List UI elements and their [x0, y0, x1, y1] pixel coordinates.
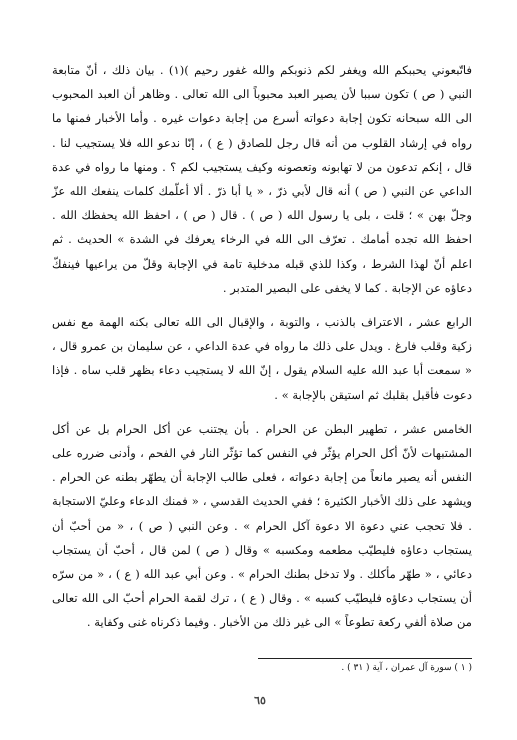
paragraph-gap [52, 300, 472, 310]
footnote-divider [258, 658, 472, 659]
paragraph-1: فاتّبعوني يحببكم الله ويغفر لكم ذنوبكم والله غفور رحيم )(١) . بيان ذلك ، أنّ متابعة النبي ( ص ) تكون سببا لأن يصير العبد محبوباً الى الله تعالى . وظاهر أن العبد المحبوب الى الله سبحانه تكون إجابة دعواته أسرع من إجابة دعوات غيره . وأما الأخبار فمنها ما رواه في إرشاد القلوب من أنه قال رجل للصادق ( ع ) ، إنّا ندعو الله فلا يستجيب لنا . قال ، إنكم تدعون من لا تهابونه وتعصونه وكيف يستجيب لكم ؟ . ومنها ما رواه في عدة الداعي عن النبي ( ص ) أنه قال لأبي ذرّ ، « يا أبا ذرّ . ألا أعلّمك كلمات ينفعك الله عزّ وجلّ بهن » ؛ قلت ، بلى يا رسول الله ( ص ) . قال ( ص ) ، احفظ الله يحفظك الله . احفظ الله تجده أمامك . تعرّف الى الله في الرخاء يعرفك في الشدة » الحديث . ثم اعلم أنّ لهذا الشرط ، وكذا للذي قبله مدخلية تامة في الإجابة وقلّ من يراعيها فينفكّ دعاؤه عن الإجابة . كما لا يخفى على البصير المتدبر . [52, 63, 472, 295]
paragraph-gap [52, 407, 472, 417]
page-body [52, 58, 472, 635]
paragraph-3: الخامس عشر ، تطهير البطن عن الحرام . بأن يجتنب عن أكل الحرام بل عن أكل المشتبهات لأنّ أكل الحرام يؤثّر في النفس كما تؤثّر النار في الفحم ، وأدنى ضرره على النفس أنه يصير مانعاً من إجابة دعواته ، فعلى طالب الإجابة أن يطهّر بطنه عن الحرام . ويشهد على ذلك الأخبار الكثيرة ؛ ففي الحديث القدسي ، « فمنك الدعاء وعليّ الاستجابة . فلا تحجب عني دعوة الا دعوة آكل الحرام » . وعن النبي ( ص ) ، « من أحبّ أن يستجاب دعاؤه فليطيّب مطعمه ومكسبه » وقال ( ص ) لمن قال ، أحبّ أن يستجاب دعائي ، « طهّر مأكلك . ولا تدخل بطنك الحرام » . وعن أبي عبد الله ( ع ) ، « من سرّه أن يستجاب دعاؤه فليطيّب كسبه » . وقال ( ع ) ، ترك لقمة الحرام أحبّ الى الله تعالى من صلاة ألفي ركعة تطوعاً » الى غير ذلك من الأخبار . وفيما ذكرناه غنى وكفاية . [52, 421, 472, 630]
paragraph-2: الرابع عشر ، الاعتراف بالذنب ، والتوبة ، والإقبال الى الله تعالى بكنه الهمة مع نفس زكية وقلب فارغ . ويدل على ذلك ما رواه في عدة الداعي ، عن سليمان بن عمرو قال ، « سمعت أبا عبد الله عليه السلام يقول ، إنّ الله لا يستجيب دعاء بظهر قلب ساه . فإذا دعوت فأقبل بقلبك ثم استيقن بالإجابة » . [52, 315, 472, 402]
page-number: ٦٥ [254, 694, 266, 707]
footnote: ( ١ ) سورة آل عمران ، آية ( ٣١ ) . [341, 663, 472, 673]
